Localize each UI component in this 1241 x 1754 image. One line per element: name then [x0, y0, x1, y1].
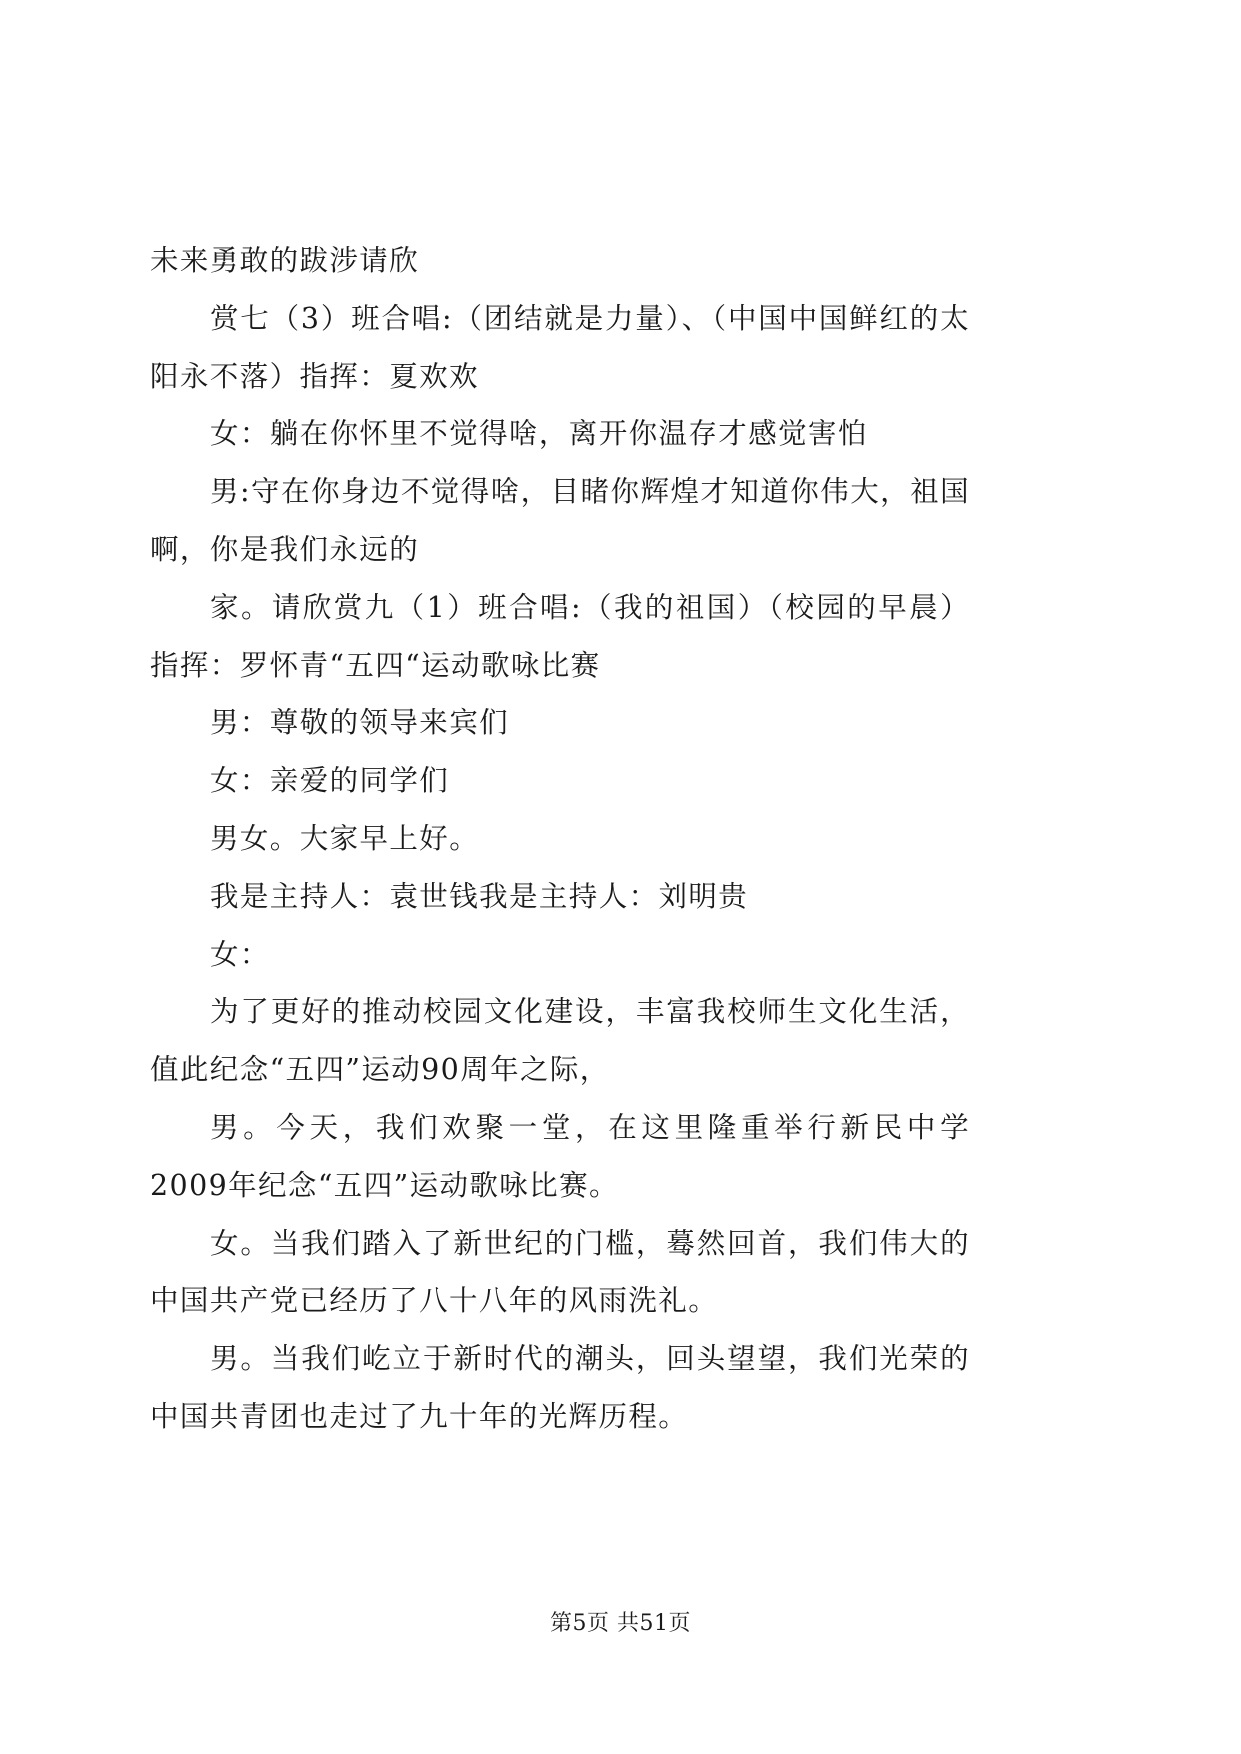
page-number-footer: 第5页 共51页 — [550, 1611, 691, 1636]
paragraph-3: 女：躺在你怀里不觉得啥，离开你温存才感觉害怕 — [210, 417, 868, 451]
paragraph-10: 女： — [210, 937, 270, 971]
paragraph-13: 女。当我们踏入了新世纪的门槛，蓦然回首，我们伟大的中国共产党已经历了八十八年的风雨洗礼。 — [150, 1226, 970, 1318]
paragraph-4: 男:守在你身边不觉得啥，目睹你辉煌才知道你伟大，祖国啊，你是我们永远的 — [150, 475, 970, 566]
document-body — [150, 232, 970, 1446]
paragraph-12: 男。今天，我们欢聚一堂，在这里隆重举行新民中学2009年纪念“五四”运动歌咏比赛。 — [150, 1110, 970, 1202]
paragraph-2: 赏七（3）班合唱:（团结就是力量）、（中国中国鲜红的太阳永不落）指挥：夏欢欢 — [150, 301, 970, 393]
paragraph-1: 未来勇敢的跋涉请欣 — [150, 244, 420, 277]
paragraph-8: 男女。大家早上好。 — [210, 821, 480, 855]
paragraph-6: 男：尊敬的领导来宾们 — [210, 706, 510, 740]
paragraph-5: 家。请欣赏九（1）班合唱:（我的祖国）（校园的早晨）指挥：罗怀青“五四“运动歌咏比赛 — [150, 590, 970, 682]
paragraph-9: 我是主持人：袁世钱我是主持人：刘明贵 — [210, 879, 749, 913]
paragraph-14: 男。当我们屹立于新时代的潮头，回头望望，我们光荣的中国共青团也走过了九十年的光辉历程。 — [150, 1342, 970, 1433]
paragraph-7: 女：亲爱的同学们 — [210, 764, 450, 798]
paragraph-11: 为了更好的推动校园文化建设，丰富我校师生文化生活，值此纪念“五四”运动90周年之际， — [150, 995, 970, 1087]
